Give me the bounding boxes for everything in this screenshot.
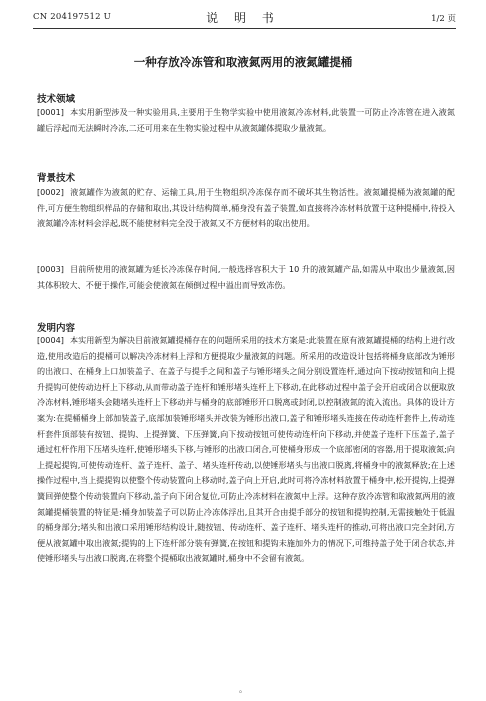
section-heading-background: 背景技术	[37, 173, 76, 184]
section-heading-summary: 发明内容	[37, 323, 76, 334]
page-indicator: 1/2 页	[431, 14, 456, 24]
paragraph-text: 液氮罐作为液氮的贮存、运输工具,用于生物组织冷冻保存而不破坏其生物活性。液氮罐提桶为液氮罐的配件,可方便生物组织样品的存储和取出,其设计结构简单,桶身没有盖子装置,如直接将冷冻材料放置于这种提桶中,待投入液氮罐冷冻材料会浮起,既不能使材料完全没于液氮又不方便材料的取出使用。	[37, 187, 455, 229]
header-rule	[33, 28, 456, 29]
page-header	[0, 0, 486, 34]
paragraph-text: 目前所使用的液氮罐为延长冷冻保存时间,一般选择容积大于 10 升的液氮罐产品,如需从中取出少量液氮,因其体积较大、不便于操作,可能会使液氮在倾倒过程中溢出而导致冻伤。	[37, 264, 455, 290]
paragraph-0002	[37, 185, 455, 232]
document-title: 一种存放冷冻管和取液氮两用的液氮罐提桶	[133, 55, 353, 69]
paragraph-number: [0001]	[37, 107, 64, 117]
paragraph-number: [0002]	[37, 187, 64, 197]
footer-mark: 。	[239, 685, 247, 694]
paragraph-0003	[37, 262, 455, 293]
section-heading-technical-field: 技术领域	[37, 94, 76, 105]
paragraph-text: 本实用新型涉及一种实验用具,主要用于生物学实验中使用液氮冷冻材料,此装置一可防止冷冻管在进入液氮罐后浮起而无法瞬时冷冻,二还可用来在生物实验过程中从液氮罐体提取少量液氮。	[37, 107, 455, 133]
paragraph-0001	[37, 105, 455, 136]
paragraph-number: [0004]	[37, 335, 64, 345]
paragraph-number: [0003]	[37, 264, 64, 274]
document-type: 说 明 书	[206, 11, 280, 25]
patent-number: CN 204197512 U	[33, 12, 111, 22]
paragraph-text: 本实用新型为解决目前液氮罐提桶存在的问题所采用的技术方案是:此装置在原有液氮罐提桶的结构上进行改造,使用改造后的提桶可以解决冷冻材料上浮和方便提取少量液氮的问题。所采用的改造设计包括将桶身底部改为锤形的出液口、在桶身上口加装盖子、在盖子与提手之间和盖子与锤形堵头之间分别设置连杆,通过向下按动按钮和向上提升提钩可使传动边杆上下移动,从而带动盖子连杆和锤形堵头连杆上下移动,在此移动过程中盖子会开启或闭合以便取放冷冻材料,锤形堵头会随堵头连杆上下移动并与桶身的底部锤形开口脱离或封闭,以控制液氮的流入流出。具体的设计方案为:在提桶桶身上部加装盖子,底部加装锤形堵头并改装为锤形出液口,盖子和锤形堵头连接在传动连杆套件上,传动连杆套件顶部装有按钮、提钩、上提弹簧、下压弹簧,向下按动按钮可使传动连杆向下移动,并使盖子连杆下压盖子,盖子通过杠杆作用下压堵头连杆,使锤形堵头下移,与锤形的出液口闭合,可使桶身形成一个底部密闭的容器,用于提取液氮;向上提起提钩,可使传动连杆、盖子连杆、盖子、堵头连杆传动,以使锤形堵头与出液口脱离,将桶身中的液氮释放;在上述操作过程中,当上提提钩以使整个传动装置向上移动时,盖子向上开启,此时可将冷冻材料放置于桶身中,松开提钩,上提弹簧回弹使整个传动装置向下移动,盖子向下闭合复位,可防止冷冻材料在液氮中上浮。这种存放冷冻管和取液氮两用的液氮罐提桶装置的特征是:桶身加装盖子可以防止冷冻体浮出,且其开合由提手部分的按钮和提钩控制,无需接触处于低温的桶身部分;堵头和出液口采用锤形结构设计,随按钮、传动连杆、盖子连杆、堵头连杆的推动,可将出液口完全封闭,方便从液氮罐中取出液氮;提钩的上下连杆部分装有弹簧,在按钮和提钩未施加外力的情况下,可维持盖子处于闭合状态,并使锤形堵头与出液口脱离,在将整个提桶取出液氮罐时,桶身中不会留有液氮。	[37, 335, 455, 564]
paragraph-0004	[37, 333, 455, 567]
